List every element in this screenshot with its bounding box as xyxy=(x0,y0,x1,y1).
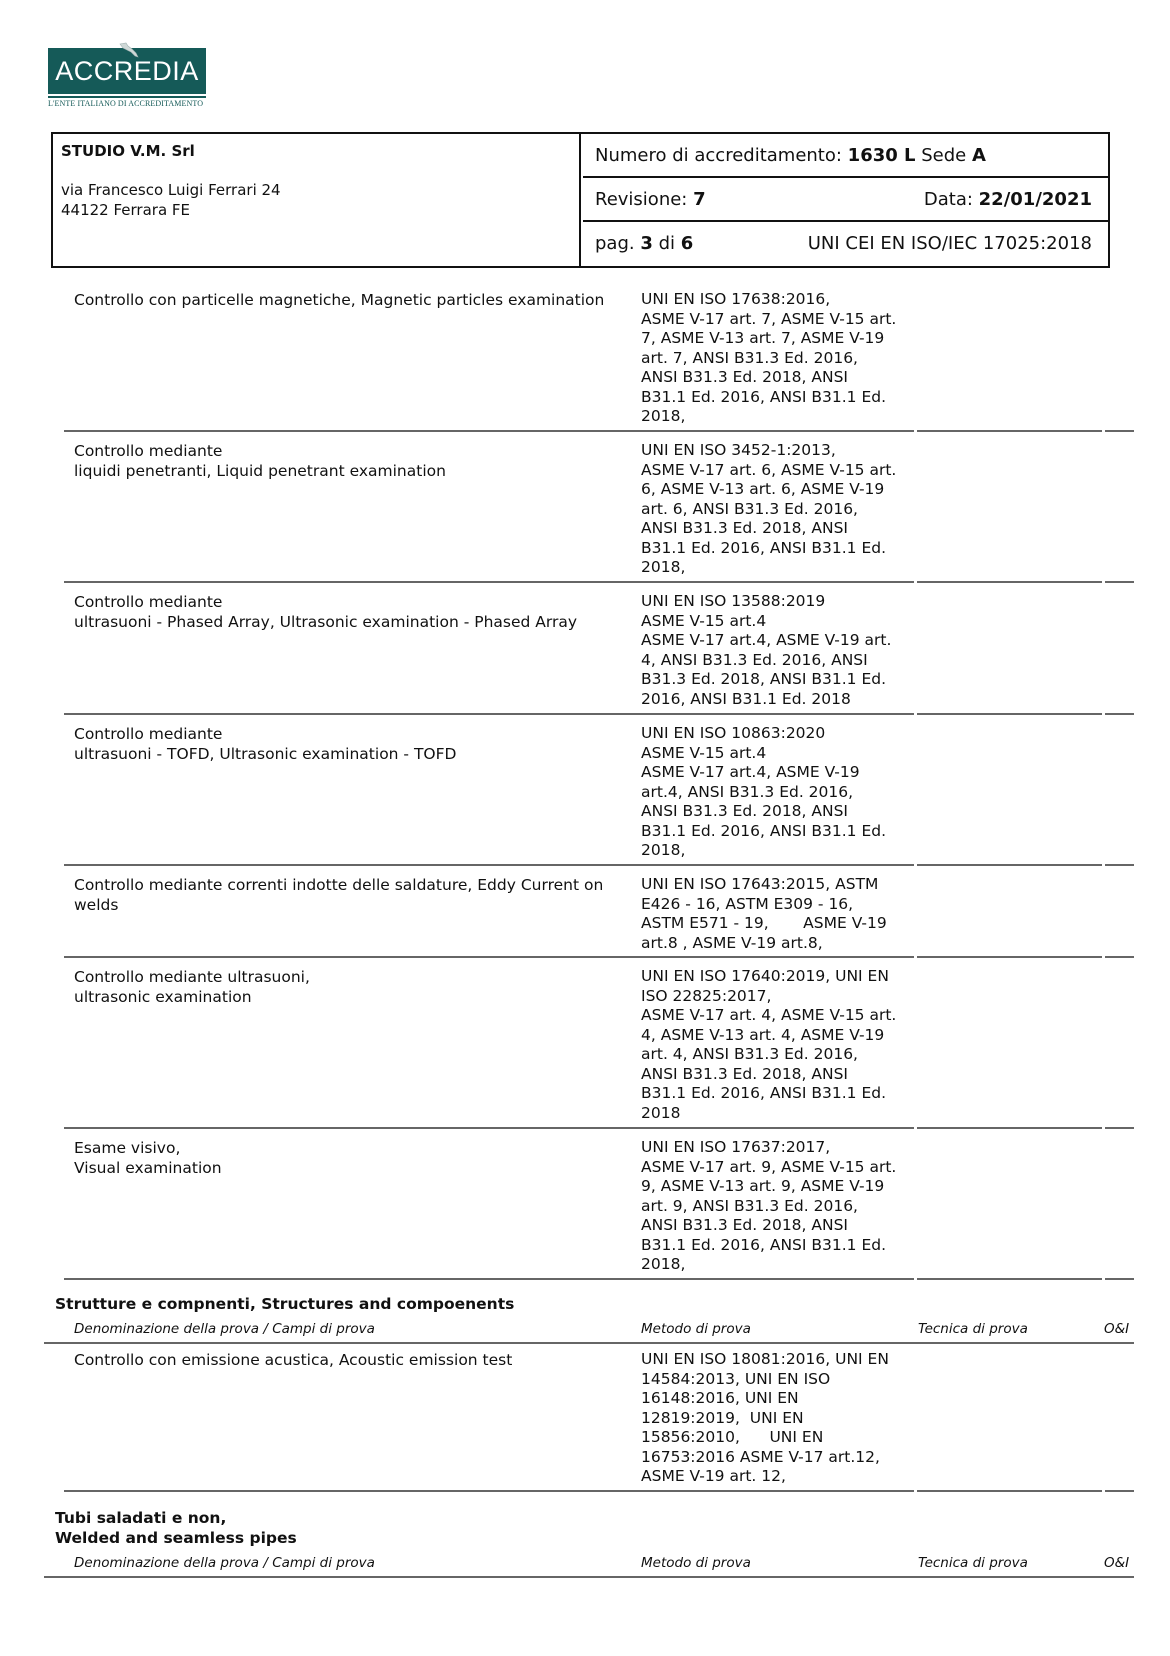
test-name xyxy=(74,441,614,481)
column-header-technique: Tecnica di prova xyxy=(918,1321,1028,1337)
page-of: di xyxy=(658,233,676,254)
method-line: art. 7, ANSI B31.3 Ed. 2016, xyxy=(641,348,858,367)
method-line: 16753:2016 ASME V-17 art.12, xyxy=(641,1447,880,1466)
test-name-line: Visual examination xyxy=(74,1159,222,1177)
test-name xyxy=(74,875,614,915)
method-line: ASME V-17 art. 7, ASME V-15 art. xyxy=(641,309,897,328)
page-current: 3 xyxy=(640,233,653,254)
test-name xyxy=(74,592,614,632)
method-line: B31.3 Ed. 2018, ANSI B31.1 Ed. xyxy=(641,670,887,688)
section-title-line: Tubi saladati e non, xyxy=(55,1509,227,1527)
method-line: ASME V-15 art.4 xyxy=(641,743,767,762)
test-name-line: Controllo mediante xyxy=(74,593,223,611)
column-header-method: Metodo di prova xyxy=(641,1321,751,1337)
method-line: ASME V-17 art. 6, ASME V-15 art. xyxy=(641,460,897,479)
date-block xyxy=(924,178,1092,222)
page-row xyxy=(583,222,1108,266)
header-divider xyxy=(44,1342,1134,1344)
method-line: art. 4, ANSI B31.3 Ed. 2016, xyxy=(641,1045,858,1063)
test-name xyxy=(74,724,614,764)
document-header xyxy=(51,132,1110,268)
method-line: 4, ANSI B31.3 Ed. 2016, ANSI xyxy=(641,650,868,669)
section-title-pipes xyxy=(55,1508,297,1548)
revision-row xyxy=(583,178,1108,222)
method-line: B31.1 Ed. 2016, ANSI B31.1 Ed. xyxy=(641,387,887,406)
test-name-line: ultrasonic examination xyxy=(74,988,252,1006)
method-line: ASME V-19 art. 12, xyxy=(641,1467,786,1485)
method-line: ANSI B31.3 Ed. 2018, ANSI xyxy=(641,519,849,537)
test-method xyxy=(641,592,916,709)
method-line: art. 6, ANSI B31.3 Ed. 2016, xyxy=(641,499,858,518)
method-line: 2018, xyxy=(641,407,686,425)
site-label: Sede xyxy=(921,145,967,166)
method-line: UNI EN ISO 17637:2017, xyxy=(641,1138,831,1156)
method-line: ASME V-17 art.4, ASME V-19 art. xyxy=(641,631,892,649)
method-line: 2018, xyxy=(641,558,686,576)
accredia-logo xyxy=(48,48,206,108)
test-method xyxy=(641,875,916,953)
test-name-line: ultrasuoni - TOFD, Ultrasonic examination - TOFD xyxy=(74,745,457,763)
test-method xyxy=(641,1350,916,1487)
address-line-2: 44122 Ferrara FE xyxy=(61,201,191,219)
method-line: UNI EN ISO 13588:2019 xyxy=(641,592,826,610)
method-line: ANSI B31.3 Ed. 2018, ANSI xyxy=(641,1064,849,1083)
method-line: ISO 22825:2017, xyxy=(641,986,772,1005)
date-value: 22/01/2021 xyxy=(978,189,1092,210)
logo-tagline: L'ENTE ITALIANO DI ACCREDITAMENTO xyxy=(48,99,204,108)
method-line: B31.1 Ed. 2016, ANSI B31.1 Ed. xyxy=(641,821,887,840)
method-line: art. 9, ANSI B31.3 Ed. 2016, xyxy=(641,1196,858,1215)
accreditation-number: 1630 L xyxy=(847,145,916,166)
method-line: 7, ASME V-13 art. 7, ASME V-19 xyxy=(641,329,885,347)
method-line: ASME V-17 art. 4, ASME V-15 art. xyxy=(641,1006,897,1024)
method-line: UNI EN ISO 17643:2015, ASTM xyxy=(641,875,879,893)
method-line: ASME V-17 art. 9, ASME V-15 art. xyxy=(641,1157,897,1176)
test-name-line: Controllo con emissione acustica, Acoustic emission test xyxy=(74,1351,513,1369)
method-line: 9, ASME V-13 art. 9, ASME V-19 xyxy=(641,1177,885,1195)
test-method xyxy=(641,290,916,427)
method-line: B31.1 Ed. 2016, ANSI B31.1 Ed. xyxy=(641,1235,887,1254)
method-line: 14584:2013, UNI EN ISO xyxy=(641,1369,831,1388)
test-name-line: Controllo con particelle magnetiche, Magnetic particles examination xyxy=(74,291,605,309)
method-line: art.4, ANSI B31.3 Ed. 2016, xyxy=(641,782,854,801)
method-line: B31.1 Ed. 2016, ANSI B31.1 Ed. xyxy=(641,1084,887,1102)
test-name-line: Esame visivo, xyxy=(74,1139,181,1157)
test-name-line: Controllo mediante xyxy=(74,442,223,460)
column-header-oi: O&I xyxy=(1104,1555,1130,1571)
test-name-line: ultrasuoni - Phased Array, Ultrasonic examination - Phased Array xyxy=(74,613,578,631)
test-name xyxy=(74,290,614,310)
test-method xyxy=(641,967,916,1123)
accreditation-label: Numero di accreditamento: xyxy=(595,145,842,166)
method-line: E426 - 16, ASTM E309 - 16, xyxy=(641,894,854,913)
test-name xyxy=(74,967,614,1007)
revision-value: 7 xyxy=(693,189,706,210)
column-header-name: Denominazione della prova / Campi di prova xyxy=(74,1321,375,1337)
method-line: ANSI B31.3 Ed. 2018, ANSI xyxy=(641,802,849,820)
column-headers xyxy=(0,1321,1170,1341)
header-divider xyxy=(44,1576,1134,1578)
method-line: ANSI B31.3 Ed. 2018, ANSI xyxy=(641,368,849,386)
logo-wordmark: ACCREDIA xyxy=(48,48,206,94)
page-label: pag. xyxy=(595,233,635,254)
test-method xyxy=(641,724,916,861)
method-line: B31.1 Ed. 2016, ANSI B31.1 Ed. xyxy=(641,538,887,557)
method-line: 2016, ANSI B31.1 Ed. 2018 xyxy=(641,689,851,708)
method-line: 16148:2016, UNI EN xyxy=(641,1389,799,1407)
date-label: Data: xyxy=(923,189,973,210)
method-line: UNI EN ISO 17638:2016, xyxy=(641,290,831,308)
method-line: art.8 , ASME V-19 art.8, xyxy=(641,933,823,952)
method-line: UNI EN ISO 3452-1:2013, xyxy=(641,441,836,459)
revision-label: Revisione: xyxy=(595,189,688,210)
accreditation-row xyxy=(583,134,1108,178)
italy-map-icon xyxy=(116,42,140,60)
column-header-technique: Tecnica di prova xyxy=(918,1555,1028,1571)
column-header-oi: O&I xyxy=(1104,1321,1130,1337)
method-line: 15856:2010, UNI EN xyxy=(641,1428,824,1446)
logo-rule xyxy=(48,96,206,98)
test-name-line: welds xyxy=(74,896,119,914)
method-line: 4, ASME V-13 art. 4, ASME V-19 xyxy=(641,1025,885,1044)
test-name-line: Controllo mediante xyxy=(74,725,223,743)
method-line: ANSI B31.3 Ed. 2018, ANSI xyxy=(641,1216,849,1234)
method-line: 2018 xyxy=(641,1103,681,1122)
lab-info xyxy=(53,134,581,266)
method-line: UNI EN ISO 10863:2020 xyxy=(641,724,826,742)
test-method xyxy=(641,1138,916,1275)
lab-name: STUDIO V.M. Srl xyxy=(61,142,195,160)
method-line: ASME V-17 art.4, ASME V-19 xyxy=(641,763,860,781)
section-title-structures: Strutture e compnenti, Structures and compoenents xyxy=(55,1295,515,1313)
address-line-1: via Francesco Luigi Ferrari 24 xyxy=(61,181,281,199)
column-headers xyxy=(0,1555,1170,1575)
site-value: A xyxy=(971,145,986,166)
method-line: 6, ASME V-13 art. 6, ASME V-19 xyxy=(641,480,885,498)
method-line: ASME V-15 art.4 xyxy=(641,611,767,630)
method-line: 12819:2019, UNI EN xyxy=(641,1408,804,1427)
test-name-line: liquidi penetranti, Liquid penetrant examination xyxy=(74,462,446,480)
test-method xyxy=(641,441,916,578)
method-line: UNI EN ISO 18081:2016, UNI EN xyxy=(641,1350,889,1368)
column-header-method: Metodo di prova xyxy=(641,1555,751,1571)
standard-reference: UNI CEI EN ISO/IEC 17025:2018 xyxy=(807,233,1092,254)
method-line: 2018, xyxy=(641,841,686,859)
test-name-line: Controllo mediante ultrasuoni, xyxy=(74,968,310,986)
column-header-name: Denominazione della prova / Campi di prova xyxy=(74,1555,375,1571)
lab-address xyxy=(61,180,571,220)
section-title-line: Welded and seamless pipes xyxy=(55,1529,297,1547)
test-name-line: Controllo mediante correnti indotte delle saldature, Eddy Current on xyxy=(74,876,604,894)
page-total: 6 xyxy=(680,233,694,254)
method-line: UNI EN ISO 17640:2019, UNI EN xyxy=(641,967,889,985)
method-line: ASTM E571 - 19, ASME V-19 xyxy=(641,914,887,932)
test-name xyxy=(74,1350,614,1370)
method-line: 2018, xyxy=(641,1255,686,1273)
test-name xyxy=(74,1138,614,1178)
